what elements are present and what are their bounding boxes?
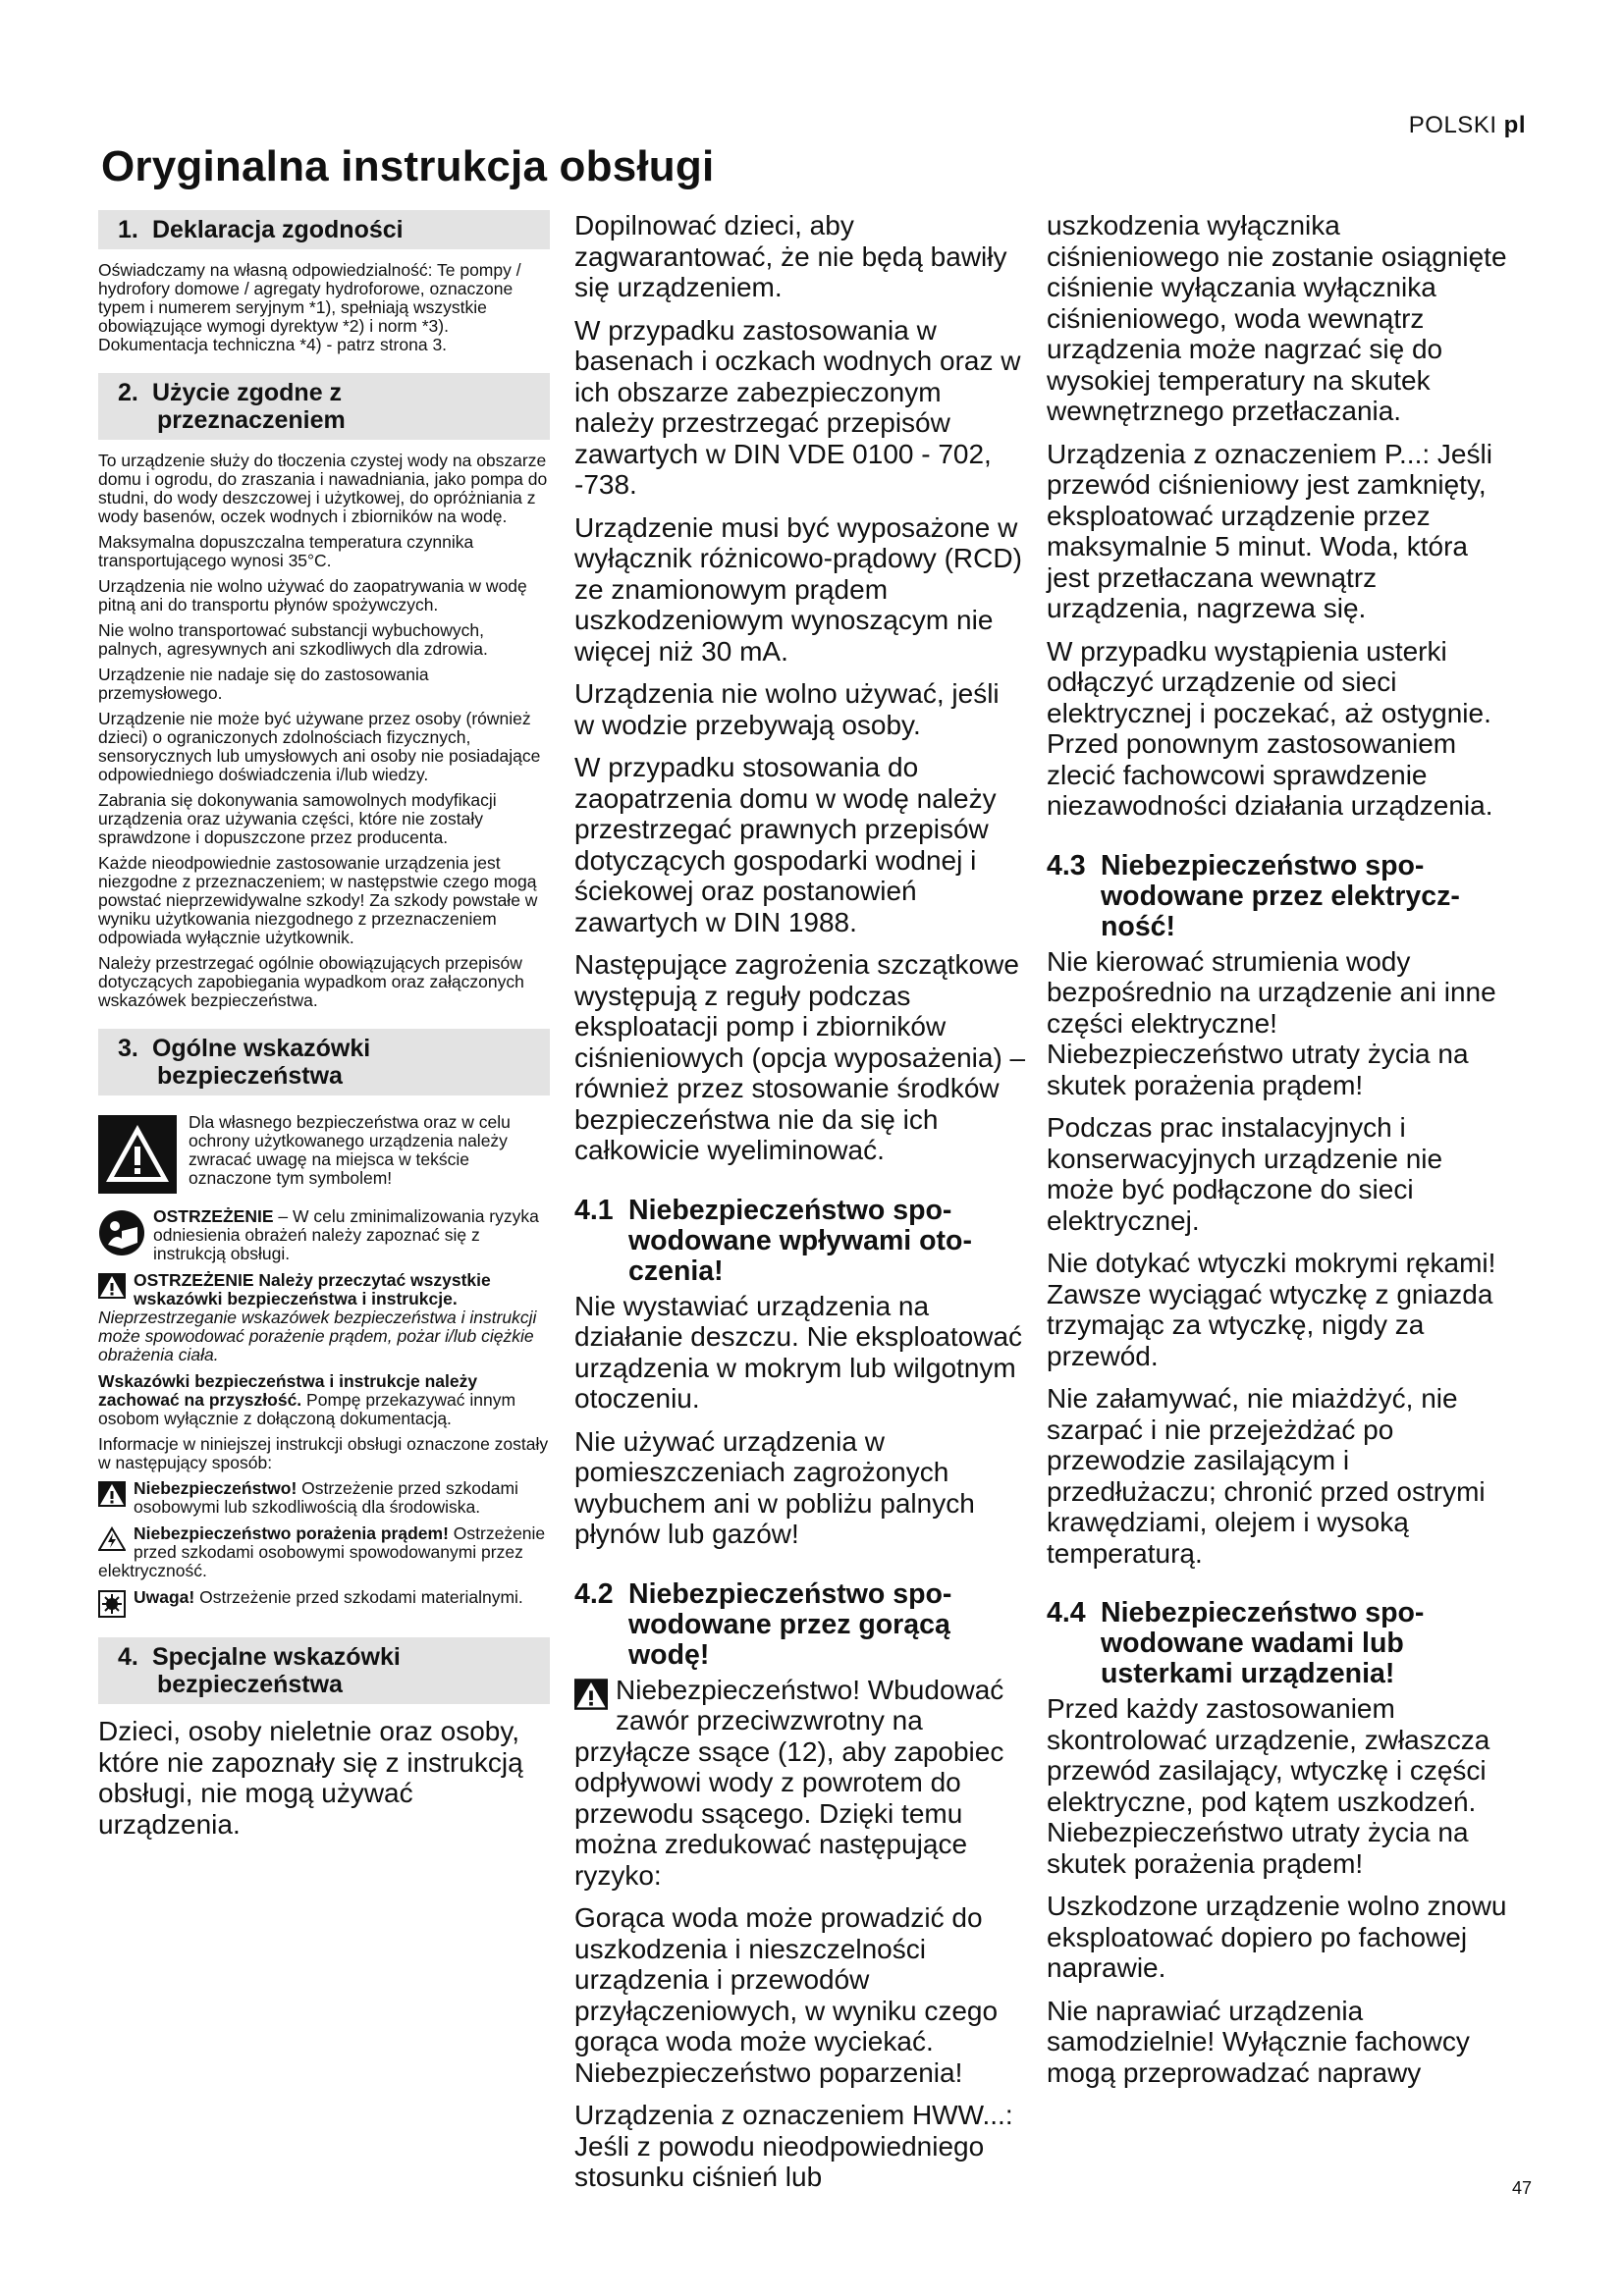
section-4-1-heading: 4.1 Niebezpieczeństwo spo- wodowane wpływami oto- czenia! xyxy=(574,1194,972,1287)
legend-material: Uwaga! Ostrzeżenie przed szkodami materialnymi. xyxy=(98,1588,550,1618)
language-code: pl xyxy=(1503,112,1526,138)
paragraph: Nie kierować strumienia wody bezpośrednio na urządzenie ani inne części elektryczne! Niebezpieczeństwo utraty życia na skutek porażenia prądem! xyxy=(1047,945,1496,1100)
column-2 xyxy=(574,210,1026,2205)
paragraph: Uszkodzone urządzenie wolno znowu eksploatować dopiero po fachowej naprawie. xyxy=(1047,1891,1507,1983)
section-1-heading: 1. Deklaracja zgodności xyxy=(98,210,550,249)
section-4-4-heading: 4.4 Niebezpieczeństwo spo- wodowane wadami lub usterkami urządzenia! xyxy=(1047,1597,1425,1689)
paragraph: Nie dotykać wtyczki mokrymi rękami! Zawsze wyciągać wtyczkę z gniazda trzymając za wtyczkę, nigdy za przewód. xyxy=(1047,1248,1496,1371)
paragraph: To urządzenie służy do tłoczenia czystej wody na obszarze domu i ogrodu, do zraszania i nawadniania, jako pompa do studni, do wody deszczowej i użytkowej, do opróżniania z wody basenów, oczek wodnych i zbiorników na wodę. xyxy=(98,451,548,526)
legend-danger: Niebezpieczeństwo! Ostrzeżenie przed szkodami osobowymi lub szkodliwością dla środowiska. xyxy=(98,1479,550,1517)
paragraph: Urządzenie nie może być używane przez osoby (również dzieci) o ograniczonych zdolnościach fizycznych, sensorycznych lub umysłowych ani osoby nie posiadające odpowiedniego doświadczenia i/lub wiedzy. xyxy=(98,709,541,784)
paragraph: Urządzenie musi być wyposażone w wyłącznik różnicowo-prądowy (RCD) ze znamionowym prądem uszkodzeniowym wynoszącym nie więcej niż 30 mA. xyxy=(574,511,1022,667)
section-4-heading: 4. Specjalne wskazówki bezpieczeństwa xyxy=(98,1637,550,1704)
paragraph: W przypadku stosowania do zaopatrzenia domu w wodę należy przestrzegać prawnych przepisów dotyczących gospodarki wodnej i ściekowej oraz postanowień zawartych w DIN 1988. xyxy=(574,752,997,937)
paragraph: Nie załamywać, nie miażdżyć, nie szarpać i nie przejeżdżać po przewodzie zasilającym i przedłużaczu; chronić przed ostrymi krawędziami, olejem i wysoką temperaturą. xyxy=(1047,1383,1486,1569)
paragraph: Urządzenia nie wolno używać do zaopatrywania w wodę pitną ani do transportu płynów spożywczych. xyxy=(98,576,527,614)
warning-icon xyxy=(98,1481,126,1507)
section-2-heading: 2. Użycie zgodne z przeznaczeniem xyxy=(98,373,550,440)
paragraph: Urządzenie nie nadaje się do zastosowania przemysłowego. xyxy=(98,665,429,703)
paragraph: Gorąca woda może prowadzić do uszkodzenia i nieszczelności urządzenia i przewodów przyłączeniowych, w wyniku czego gorąca woda może wyciekać. Niebezpieczeństwo poparzenia! xyxy=(574,1902,999,2088)
language-name: POLSKI xyxy=(1408,112,1497,138)
paragraph: Urządzenia nie wolno używać, jeśli w wodzie przebywają osoby. xyxy=(574,678,1000,740)
safety-symbol-text: Dla własnego bezpieczeństwa oraz w celu ochrony użytkowanego urządzenia należy zwracać uwagę na miejsca w tekście oznaczone tym symbolem! xyxy=(189,1112,511,1188)
paragraph: Podczas prac instalacyjnych i konserwacyjnych urządzenie nie może być podłączone do sieci elektrycznej. xyxy=(1047,1112,1443,1236)
paragraph: Następujące zagrożenia szczątkowe występują z reguły podczas eksploatacji pomp i zbiorników ciśnieniowych (opcja wyposażenia) – również przez stosowanie środków bezpieczeństwa nie da się ich całkowicie wyeliminować. xyxy=(574,949,1026,1165)
warning-icon xyxy=(574,1679,608,1710)
warning-triangle-icon xyxy=(98,1115,177,1194)
paragraph: Każde nieodpowiednie zastosowanie urządzenia jest niezgodne z przeznaczeniem; w następstwie czego mogą powstać nieprzewidywalne szkody! Za szkody powstałe w wyniku użytkowania niezgodnego z przeznaczeniem odpowiada wyłącznie użytkownik. xyxy=(98,853,538,947)
section-4-2-heading: 4.2 Niebezpieczeństwo spo- wodowane przez gorącą wodę! xyxy=(574,1577,952,1671)
keep-instructions: Wskazówki bezpieczeństwa i instrukcje należy zachować na przyszłość. Pompę przekazywać innym osobom wyłącznie z dołączoną dokumentacją. xyxy=(98,1371,516,1428)
section-3-heading: 3. Ogólne wskazówki bezpieczeństwa xyxy=(98,1029,550,1095)
paragraph: Zabrania się dokonywania samowolnych modyfikacji urządzenia oraz używania części, które nie zostały sprawdzone i dopuszczone przez producenta. xyxy=(98,790,497,847)
paragraph: Nie wolno transportować substancji wybuchowych, palnych, agresywnych ani szkodliwych dla zdrowia. xyxy=(98,620,488,659)
paragraph: Urządzenia z oznaczeniem HWW...: Jeśli z powodu nieodpowiedniego stosunku ciśnień lub xyxy=(574,2100,1013,2192)
electric-hazard-icon xyxy=(98,1526,126,1552)
safety-symbol-box xyxy=(98,1113,550,1200)
warning-read-manual: OSTRZEŻENIE – W celu zminimalizowania ryzyka odniesienia obrażeń należy zapoznać się z instrukcją obsługi. xyxy=(98,1207,550,1263)
read-manual-icon xyxy=(98,1209,145,1256)
paragraph: Dzieci, osoby nieletnie oraz osoby, które nie zapoznały się z instrukcją obsługi, nie mogą używać urządzenia. xyxy=(98,1716,523,1840)
paragraph: Nie używać urządzenia w pomieszczeniach zagrożonych wybuchem ani w pobliżu palnych płynów lub gazów! xyxy=(574,1425,975,1549)
column-3 xyxy=(1047,210,1508,2100)
warning-icon xyxy=(98,1273,126,1299)
paragraph: Urządzenia z oznaczeniem P...: Jeśli przewód ciśnieniowy jest zamknięty, eksploatować urządzenie przez maksymalnie 5 minut. Woda, która jest przetłaczana wewnątrz urządzenia, nagrzewa się. xyxy=(1047,438,1492,623)
section-4-3-heading: 4.3 Niebezpieczeństwo spo- wodowane przez elektrycz- ność! xyxy=(1047,849,1460,942)
language-label xyxy=(1409,112,1526,139)
attention-icon xyxy=(98,1590,126,1618)
paragraph: Dopilnować dzieci, aby zagwarantować, że nie będą bawiły się urządzeniem. xyxy=(574,210,1007,302)
column-1 xyxy=(98,210,550,1851)
paragraph: uszkodzenia wyłącznika ciśnieniowego nie zostanie osiągnięte ciśnienie wyłączania wyłącznika ciśnieniowego, woda wewnątrz urządzenia może nagrzać się do wysokiej temperatury na skutek wewnętrznego przetłaczania. xyxy=(1047,210,1507,426)
page-number: 47 xyxy=(1511,2178,1532,2198)
paragraph: Niebezpieczeństwo! Wbudować zawór przeciwzwrotny na przyłącze ssące (12), aby zapobiec odpływowi wody z powrotem do przewodu ssącego. Dzięki temu można zredukować następujące ryzyko: xyxy=(574,1674,1004,1891)
legend-electric: Niebezpieczeństwo porażenia prądem! Ostrzeżenie przed szkodami osobowymi spowodowanymi przez elektryczność. xyxy=(98,1523,546,1580)
paragraph: Informacje w niniejszej instrukcji obsługi oznaczone zostały w następujący sposób: xyxy=(98,1434,549,1472)
page-title: Oryginalna instrukcja obsługi xyxy=(101,142,715,190)
paragraph: Nie naprawiać urządzenia samodzielnie! Wyłącznie fachowcy mogą przeprowadzać naprawy xyxy=(1047,1995,1470,2088)
warning-read-instructions: OSTRZEŻENIE Należy przeczytać wszystkie wskazówki bezpieczeństwa i instrukcje. Nieprzestrzeganie wskazówek bezpieczeństwa i instrukcji może spowodować porażenie prądem, pożar i/lub ciężkie obrażenia ciała. xyxy=(98,1270,537,1364)
section-1-text: Oświadczamy na własną odpowiedzialność: Te pompy / hydrofory domowe / agregaty hydroforowe, oznaczone typem i numerem seryjnym *1), spełniają wszystkie obowiązujące wymogi dyrektyw *2) i norm *3). Dokumentacja techniczna *4) - patrz strona 3. xyxy=(98,260,521,354)
paragraph: Przed każdy zastosowaniem skontrolować urządzenie, zwłaszcza przewód zasilający, wtyczkę i części elektryczne, pod kątem uszkodzeń. Niebezpieczeństwo utraty życia na skutek porażenia prądem! xyxy=(1047,1693,1490,1879)
paragraph: W przypadku wystąpienia usterki odłączyć urządzenie od sieci elektrycznej i poczekać, aż ostygnie. Przed ponownym zastosowaniem zlecić fachowcowi sprawdzenie niezawodności działania urządzenia. xyxy=(1047,635,1493,821)
paragraph: Nie wystawiać urządzenia na działanie deszczu. Nie eksploatować urządzenia w mokrym lub wilgotnym otoczeniu. xyxy=(574,1290,1023,1414)
paragraph: W przypadku zastosowania w basenach i oczkach wodnych oraz w ich obszarze zabezpieczonym należy przestrzegać przepisów zawartych w DIN VDE 0100 - 702, -738. xyxy=(574,314,1021,500)
paragraph: Należy przestrzegać ogólnie obowiązujących przepisów dotyczących zapobiegania wypadkom oraz załączonych wskazówek bezpieczeństwa. xyxy=(98,953,524,1010)
paragraph: Maksymalna dopuszczalna temperatura czynnika transportującego wynosi 35°C. xyxy=(98,532,474,570)
